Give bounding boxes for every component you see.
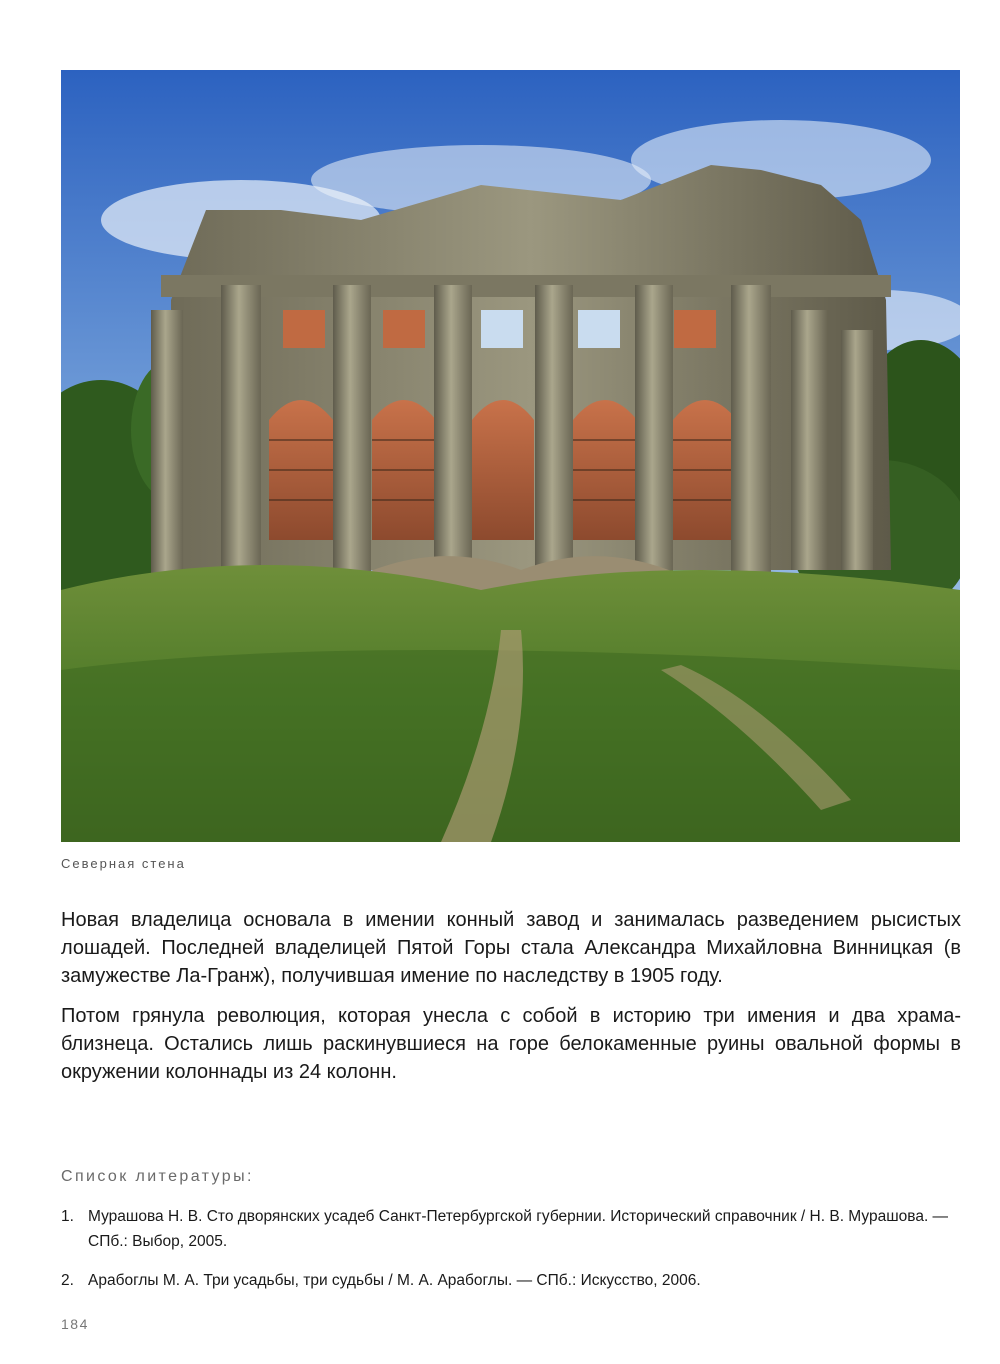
- literature-item-text: Мурашова Н. В. Сто дворянских усадеб Санкт-Петербургской губернии. Исторический справочник / Н. В. Мурашова. — СПб.: Выбор, 2005.: [88, 1208, 949, 1250]
- literature-heading: Список литературы:: [61, 1168, 254, 1185]
- literature-item-text: Арабоглы М. А. Три усадьбы, три судьбы / М. А. Арабоглы. — СПб.: Искусство, 2006.: [88, 1272, 701, 1289]
- body-text: [61, 906, 961, 1098]
- literature-item-number: 1.: [61, 1208, 74, 1225]
- paragraph-1: Новая владелица основала в имении конный завод и занималась разведением рысистых лошадей. Последней владелицей Пятой Горы стала Александра Михайловна Винницкая (в замужестве Ла-Гранж), получившая имение по наследству в 1905 году.: [61, 909, 961, 987]
- literature-list: [61, 1204, 961, 1307]
- page-number: 184: [61, 1316, 89, 1332]
- literature-item: [61, 1268, 961, 1293]
- paragraph-2: Потом грянула революция, которая унесла с собой в историю три имения и два храма-близнеца. Остались лишь раскинувшиеся на горе белокаменные руины овальной формы в окружении колоннады из 24 колонн.: [61, 1005, 961, 1083]
- ruin-illustration: [61, 70, 960, 842]
- literature-item: [61, 1204, 961, 1254]
- photo-caption: Северная стена: [61, 856, 186, 871]
- literature-item-number: 2.: [61, 1272, 74, 1289]
- ruin-photo: [61, 70, 960, 842]
